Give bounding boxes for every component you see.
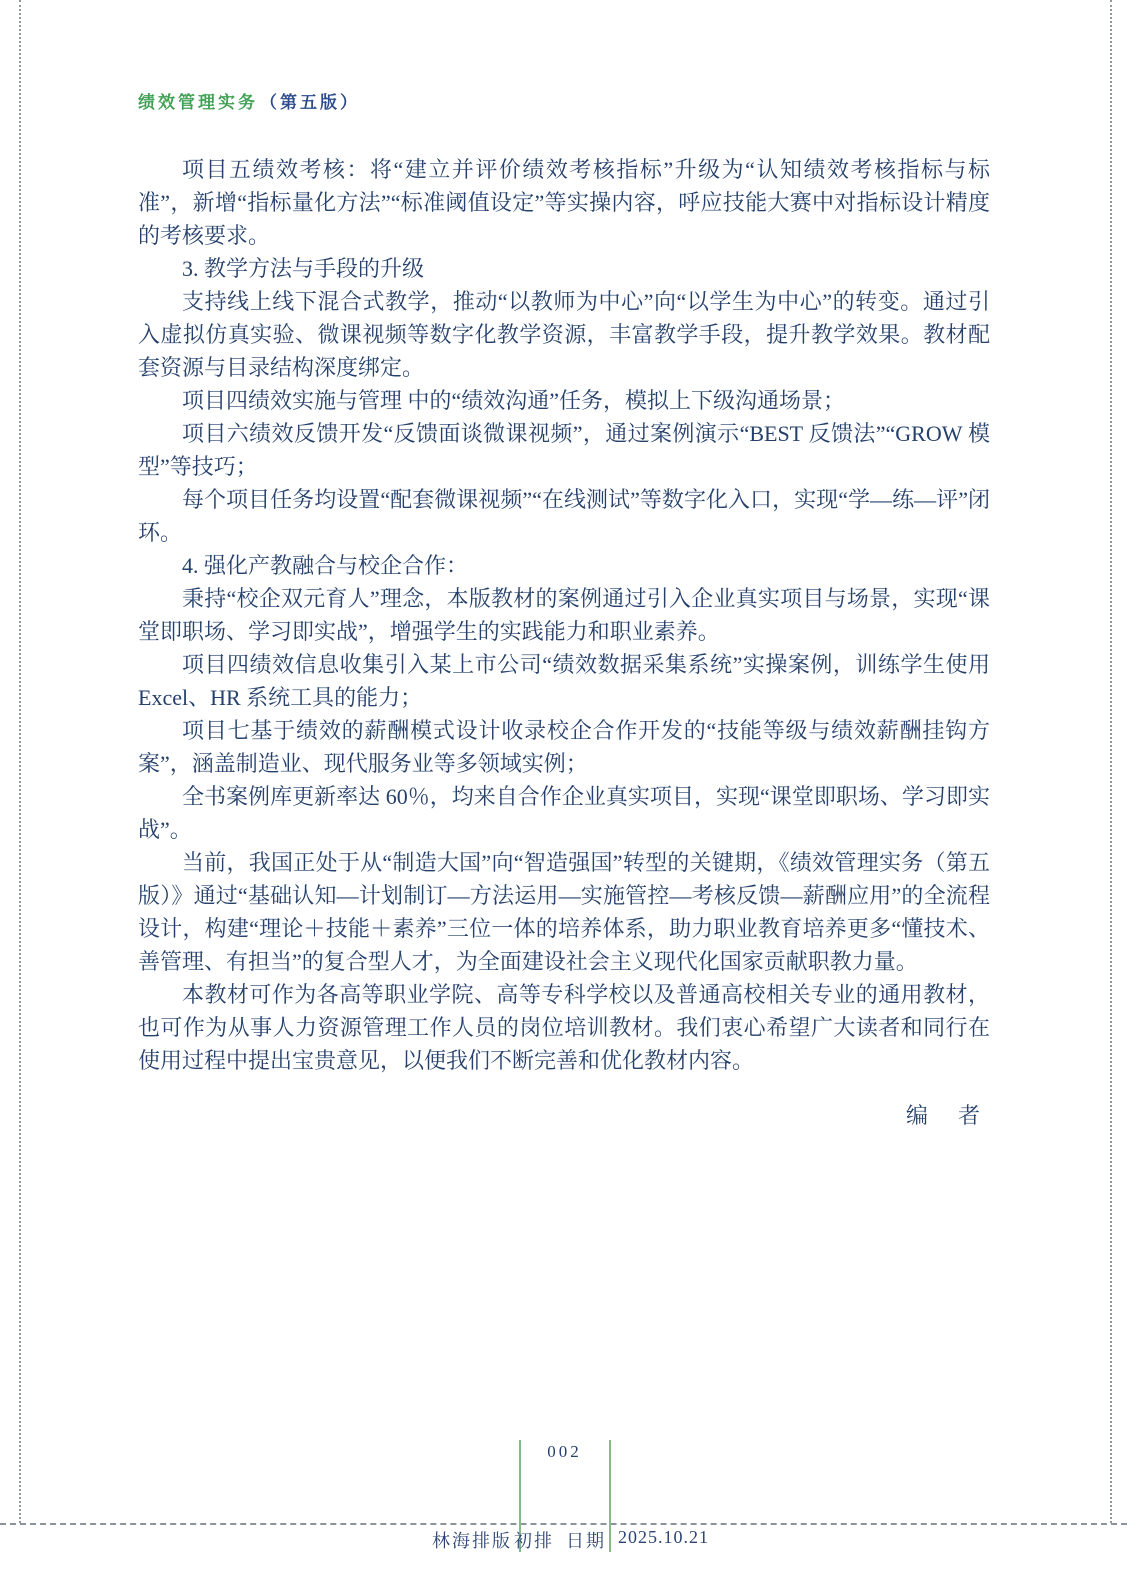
paragraph-audience: 本教材可作为各高等职业学院、高等专科学校以及普通高校相关专业的通用教材，也可作为从事人力资源管理工作人员的岗位培训教材。我们衷心希望广大读者和同行在使用过程中提出宝贵意见，以便我们不断完善和优化教材内容。 [138, 982, 990, 1073]
paragraph-project7-compensation: 项目七基于绩效的薪酬模式设计收录校企合作开发的“技能等级与绩效薪酬挂钩方案”，涵盖制造业、现代服务业等多领域实例； [138, 718, 990, 776]
page-number: 002 [547, 1442, 582, 1461]
paragraph-case-update-rate: 全书案例库更新率达 60％，均来自合作企业真实项目，实现“课堂即职场、学习即实战”。 [138, 784, 990, 842]
heading-industry-education: 4. 强化产教融合与校企合作： [182, 553, 469, 578]
editor-signature: 编 者 [905, 1103, 984, 1128]
slug-date-value: 2025.10.21 [618, 1527, 709, 1547]
book-title: 绩效管理实务 [138, 93, 258, 112]
slug-date-label: 日期 [566, 1531, 606, 1551]
paragraph-project5-assessment: 项目五绩效考核：将“建立并评价绩效考核指标”升级为“认知绩效考核指标与标准”，新增“指标量化方法”“标准阈值设定”等实操内容，呼应技能大赛中对指标设计精度的考核要求。 [138, 157, 990, 248]
paragraph-closing-vision: 当前，我国正处于从“制造大国”向“智造强国”转型的关键期，《绩效管理实务（第五版）》通过“基础认知—计划制订—方法运用—实施管控—考核反馈—薪酬应用”的全流程设计，构建“理论＋技能＋素养”三位一体的培养体系，助力职业教育培养更多“懂技术、善管理、有担当”的复合型人才，为全面建设社会主义现代化国家贡献职教力量。 [138, 850, 990, 974]
paragraph-digital-entries: 每个项目任务均设置“配套微课视频”“在线测试”等数字化入口，实现“学—练—评”闭环。 [138, 487, 990, 545]
heading-teaching-methods: 3. 教学方法与手段的升级 [182, 256, 425, 281]
preface-text-block [138, 153, 990, 1132]
slug-studio: 林海排版 [432, 1531, 512, 1551]
paragraph-project4-communication: 项目四绩效实施与管理 中的“绩效沟通”任务，模拟上下级沟通场景； [182, 388, 846, 413]
paragraph-project4-data-collection: 项目四绩效信息收集引入某上市公司“绩效数据采集系统”实操案例，训练学生使用 Excel、HR 系统工具的能力； [138, 652, 990, 710]
paragraph-dual-education: 秉持“校企双元育人”理念，本版教材的案例通过引入企业真实项目与场景，实现“课堂即职场、学习即实战”，增强学生的实践能力和职业素养。 [138, 586, 990, 644]
paragraph-blended-teaching: 支持线上线下混合式教学，推动“以教师为中心”向“以学生为中心”的转变。通过引入虚拟仿真实验、微课视频等数字化教学资源，丰富教学手段，提升教学效果。教材配套资源与目录结构深度绑定。 [138, 289, 990, 380]
running-head [138, 88, 360, 113]
book-edition: （第五版） [260, 93, 360, 112]
slug-stage: 初排 [514, 1531, 554, 1551]
crop-guide-left [19, 0, 21, 1523]
crop-guide-right [1110, 0, 1112, 1523]
crop-guide-bottom [0, 1523, 1127, 1525]
paragraph-project6-feedback: 项目六绩效反馈开发“反馈面谈微课视频”，通过案例演示“BEST 反馈法”“GROW 模型”等技巧； [138, 421, 990, 479]
